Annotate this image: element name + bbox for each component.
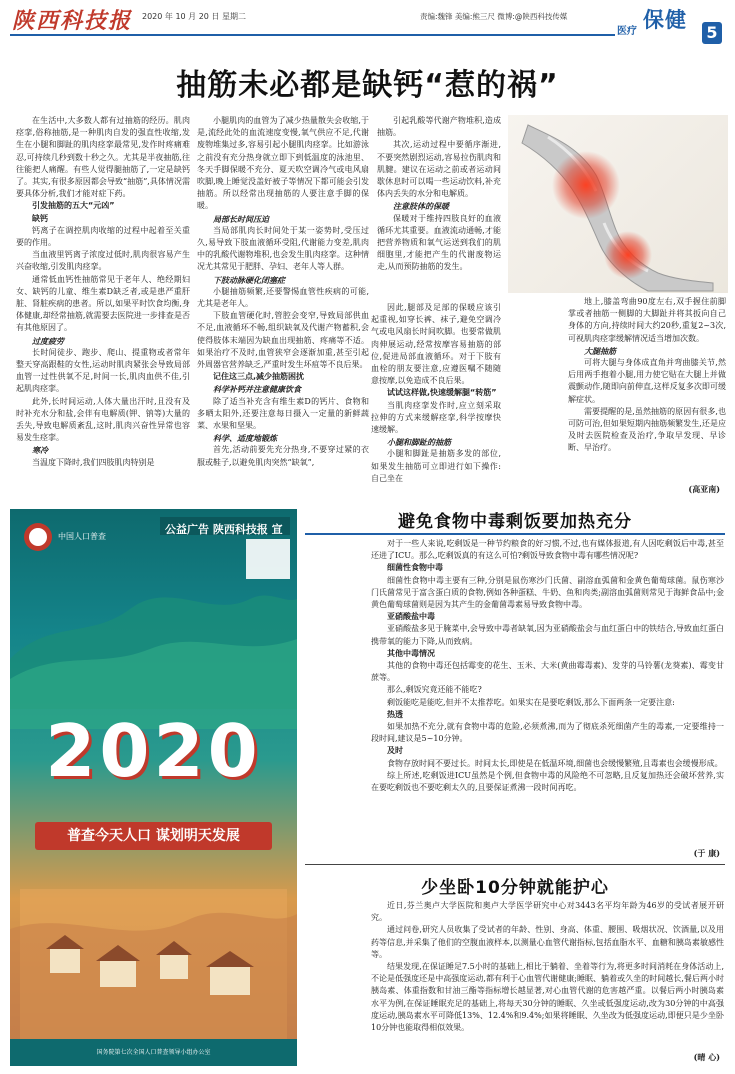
leg-cramp-illustration — [508, 115, 728, 293]
paragraph: 通过问卷,研究人员收集了受试者的年龄、性别、身高、体重、腰围、吸烟状况、饮酒量,以及用药等信息,并采集了他们的空腹血液样本,以测量心血管代谢指标,包括血脂水平、血糖和胰岛素敏感性等。 — [371, 925, 724, 959]
paragraph: 当血液里钙离子浓度过低时,肌肉很容易产生兴奋收缩,引发肌肉痉挛。 — [16, 250, 190, 272]
article3-body — [371, 900, 724, 1048]
paragraph: 其次,运动过程中要循序渐进,不要突然剧烈运动,容易拉伤肌肉和肌腱。建议在运动之前或者运动间歇休息时可以喝一些运动饮料,补充体内丢失的水分和电解质。 — [377, 140, 501, 199]
subheading: 记住这三点,减少抽筋困扰 — [213, 372, 305, 382]
paragraph: 长时间徒步、跑步、爬山、提重物或者常年整天穿高跟鞋的女性,运动时肌肉紧张会导致局部血管一过性供氧不足,时间一长,肌肉血供不佳,引起肌肉痉挛。 — [16, 347, 190, 394]
article2-byline: (于 康) — [693, 848, 720, 858]
paragraph: 地上,膝盖弯曲90度左右,双手握住前脚掌或者抽筋一侧脚的大脚趾并将其扳向自己身体的方向,持续时间大约20秒,重复2~3次,可视肌肉痉挛缓解情况适当增加次数。 — [568, 297, 726, 343]
section-label-big: 保健 — [643, 8, 687, 32]
subheading: 引发抽筋的五大“元凶” — [32, 201, 115, 211]
article3-byline: (晴 心) — [693, 1052, 720, 1062]
paragraph: 近日,芬兰奥卢大学医院和奥卢大学医学研究中心对3443名平均年龄为46岁的受试者展开研究。 — [371, 901, 724, 923]
article1-byline: (高亚南) — [688, 484, 720, 494]
poster-year: 2020 — [45, 709, 262, 793]
subheading: 热透 — [387, 709, 403, 719]
paragraph: 引起乳酸等代谢产物堆积,造成抽筋。 — [377, 116, 501, 138]
article1-column-1 — [16, 115, 190, 507]
article2-body — [371, 538, 724, 850]
article-headline-leftovers: 避免食物中毒剩饭要加热充分 — [398, 512, 632, 532]
paragraph: 当温度下降时,我们四肢肌肉特别是 — [32, 457, 155, 467]
paragraph: 如果加热不充分,就有食物中毒的危险,必须煮沸,而为了彻底杀死细菌产生的毒素,一定要维持一段时间,建议是5~10分钟。 — [371, 722, 724, 744]
article1-column-3-lower — [371, 302, 501, 507]
poster-slogan: 普查今天人口 谋划明天发展 — [35, 822, 272, 850]
section-label-small: 医疗 — [617, 26, 637, 37]
leg-anatomy-image — [508, 115, 728, 293]
paragraph: 下肢血管硬化时,管腔会变窄,导致局部供血不足,血液循环不畅,组织缺氧及代谢产物蓄积,会使得肢体末端因为缺血出现抽筋、疼痛等不适。如果治疗不及时,血管狭窄会逐渐加重,甚至引起外周器官营养缺乏,严重时发生坏疽等不良后果。 — [197, 311, 369, 370]
paragraph: 此外,长时间运动,人体大量出汗时,且没有及时补充水分和盐,会伴有电解质(钾、钠等)大量的丢失,导致电解质紊乱,这时,肌肉兴奋性异常也容易发生痉挛。 — [16, 396, 190, 443]
subheading: 注意肢体的保暖 — [393, 201, 449, 212]
paragraph: 除了适当补充含有维生素D的钙片、食物和多晒太阳外,还要注意每日摄入一定量的新鲜蔬菜、水果和坚果。 — [197, 396, 369, 431]
paragraph: 保暖对于维持四肢良好的血液循环尤其重要。血液流动通畅,才能把营养物质和氧气运送到我们的肌细胞里,才能把产生的代谢废物运走,从而预防抽筋的发生。 — [377, 213, 501, 272]
paragraph: 食物存放时间不要过长。时间太长,即使是在低温环境,细菌也会缓慢繁殖,且毒素也会缓慢形成。 — [387, 758, 723, 768]
poster-organization: 中国人口普查 — [58, 532, 106, 541]
paragraph: 当肌肉痉挛发作时,应立刻采取拉伸的方式来缓解痉挛,科学按摩快速缓解。 — [371, 400, 501, 435]
editor-credits: 责编:魏锋 美编:熊三尺 微博:@陕西科技传媒 — [420, 12, 568, 21]
poster-footer: 国务院第七次全国人口普查领导小组办公室 — [96, 1049, 211, 1056]
paragraph: 在生活中,大多数人都有过抽筋的经历。肌肉痉挛,俗称抽筋,是一种肌肉自发的强直性收缩,发生在小腿和脚趾的肌肉痉挛最常见,发作时疼痛难忍,可持续几秒到数十秒之久。尤其是半夜抽筋,往往能把人痛醒。有些人觉得腿抽筋了,一定是缺钙了。其实,有很多原因都会导致“抽筋”,具体情况需要具体分析,我们才能对症下药。 — [16, 116, 190, 199]
paragraph: 那么,剩饭究竟还能不能吃? — [387, 685, 482, 695]
article-headline-sitting: 少坐卧10分钟就能护心 — [421, 878, 609, 898]
subheading: 及时 — [387, 746, 403, 756]
paragraph: 结果发现,在保证睡足7.5小时的基础上,相比于躺着、坐着等行为,将更多时间消耗在身体活动上,不论是低强度还是中高强度运动,都有利于心血管代谢健康;睡眠、躺着或久坐的时间越长,餐后两小时胰岛素、体重指数和甘油三酯等指标增长越显著,对心血管代谢的危害越严重。以餐后两小时胰岛素水平为例,在保证睡眠充足的基础上,将每天30分钟的睡眠、久坐或低强度运动,改为30分钟的中高强度运动,胰岛素水平可降低13%、12.4%和9.4%;如果将睡眠、久坐改为低强度运动,即便只是少坐卧10分钟也能取得相似效果。 — [371, 962, 724, 1033]
paragraph: 对于一些人来说,吃剩饭是一种节约粮食的好习惯,不过,也有媒体报道,有人因吃剩饭后中毒,甚至还进了ICU。那么,吃剩饭真的有这么可怕?剩饭导致食物中毒有哪些情况呢? — [371, 539, 724, 561]
census-public-service-poster — [10, 509, 297, 1066]
subheading: 试试这样做,快速缓解腿“转筋” — [387, 388, 497, 398]
article1-column-3 — [377, 115, 501, 305]
paragraph: 需要提醒的是,虽然抽筋的原因有很多,也可防可治,但如果短期内抽筋频繁发生,还是应及时去医院检查及治疗,争取早发现、早诊断、早治疗。 — [568, 406, 726, 453]
subheading: 其他中毒情况 — [387, 648, 435, 658]
subheading: 小腿和脚趾的抽筋 — [387, 437, 451, 448]
subheading: 过度疲劳 — [32, 335, 64, 346]
masthead-rule — [10, 34, 615, 36]
newspaper-logo: 陕西科技报 — [12, 8, 133, 34]
page-number: 5 — [702, 22, 722, 44]
paragraph: 小腿肌肉的血管为了减少热量散失会收缩,于是,流经此处的血流速度变慢,氧气供应不足,代谢废物堆集过多,容易引起小腿肌肉痉挛。比如游泳之前没有充分热身就立即下到低温度的泳池里、冬天手脚保暖不充分、夏天吹空调冷气或电风扇吹脚,晚上睡觉没盖好被子等情况下都可能会引发抽筋。所以经常出现抽筋的人要注意手脚的保暖。 — [197, 116, 369, 211]
subheading: 科学、适度地锻炼 — [213, 433, 277, 444]
paragraph: 剩饭能吃是能吃,但并不太推荐吃。如果实在是要吃剩饭,那么下面两条一定要注意: — [387, 697, 675, 707]
article-headline-cramps: 抽筋未必都是缺钙“惹的祸” — [176, 68, 559, 103]
subheading: 科学补钙并注意健康饮食 — [213, 384, 301, 395]
subheading: 下肢动脉硬化闭塞症 — [213, 274, 285, 285]
paragraph: 当局部肌肉长时间处于某一姿势时,受压过久,易导致下肢血液循环受阻,代谢能力变差,肌肉中的乳酸代谢物堆积,也会发生肌肉痉挛。这种情况尤其常见于肥胖、孕妇、老年人等人群。 — [197, 225, 369, 272]
subheading: 亚硝酸盐中毒 — [387, 612, 435, 622]
paragraph: 综上所述,吃剩饭进ICU虽然是个例,但食物中毒的风险绝不可忽略,且反复加热还会破坏营养,实在要吃剩饭也不要吃剩太久的,且要保证煮沸一段时间再吃。 — [371, 770, 724, 793]
subheading: 大腿抽筋 — [584, 345, 616, 356]
article1-column-2 — [197, 115, 369, 507]
paragraph: 小腿和脚趾是抽筋多发的部位,如果发生抽筋可立即进行如下操作:自己坐在 — [371, 449, 501, 483]
paragraph: 亚硝酸盐多见于腌菜中,会导致中毒者缺氧,因为亚硝酸盐会与血红蛋白中的铁结合,导致血红蛋白携带氧的能力下降,从而致病。 — [371, 624, 724, 646]
article2-rule — [305, 533, 725, 535]
issue-date: 2020 年 10 月 20 日 星期二 — [142, 12, 246, 21]
poster-ad-label: 公益广告 陕西科技报 宣 — [165, 523, 283, 536]
paragraph: 钙离子在调控肌肉收缩的过程中起着至关重要的作用。 — [16, 225, 190, 248]
paragraph: 可将大腿与身体成直角并弯曲膝关节,然后用两手抱着小腿,用力使它贴在大腿上并做震颤动作,随即向前伸直,这样反复多次即可缓解症状。 — [568, 358, 726, 404]
paragraph: 其他的食物中毒还包括霉变的花生、玉米、大米(黄曲霉毒素)、发芽的马铃薯(龙葵素)、霉变甘蔗等。 — [371, 661, 724, 683]
paragraph: 首先,活动前要先充分热身,不要穿过紧的衣服或鞋子,以避免肌肉突然“缺氧”, — [197, 445, 369, 467]
masthead — [0, 0, 735, 48]
paragraph: 通常低血钙性抽筋常见于老年人、绝经期妇女、缺钙的儿童、维生素D缺乏者,或是患严重肝脏、肾脏疾病的患者。所以,如果平时饮食均衡,身体健康,却经常抽筋,就需要去医院进一步排查是否有其他原因了。 — [16, 274, 190, 333]
article3-divider — [305, 864, 725, 865]
subheading: 局部长时间压迫 — [213, 213, 269, 224]
paragraph: 小腿抽筋频繁,还要警惕血管性疾病的可能,尤其是老年人。 — [197, 286, 369, 309]
paragraph: 因此,腿部及足部的保暖应该引起重视,如穿长裤、袜子,避免空调冷气或电风扇长时间吹脚。也要常做肌肉伸展运动,经常按摩容易抽筋的部位,促进局部血液循环。对于下肢有血栓的朋友要注意,应遵医嘱不随随意按摩,以免造成不良后果。 — [371, 303, 501, 386]
subheading: 寒冷 — [32, 445, 48, 456]
subheading: 缺钙 — [32, 213, 48, 223]
subheading: 细菌性食物中毒 — [387, 563, 443, 573]
paragraph: 细菌性食物中毒主要有三种,分别是鼠伤寒沙门氏菌、副溶血弧菌和金黄色葡萄球菌。鼠伤寒沙门氏菌常见于富含蛋白质的食物,例如各种蛋糕、牛奶、鱼和肉类;副溶血弧菌则常见于海鲜食品中;金黄色葡萄球菌则是因为其产生的金葡菌毒素易导致食物中毒。 — [371, 575, 724, 610]
article1-column-4 — [568, 296, 726, 478]
